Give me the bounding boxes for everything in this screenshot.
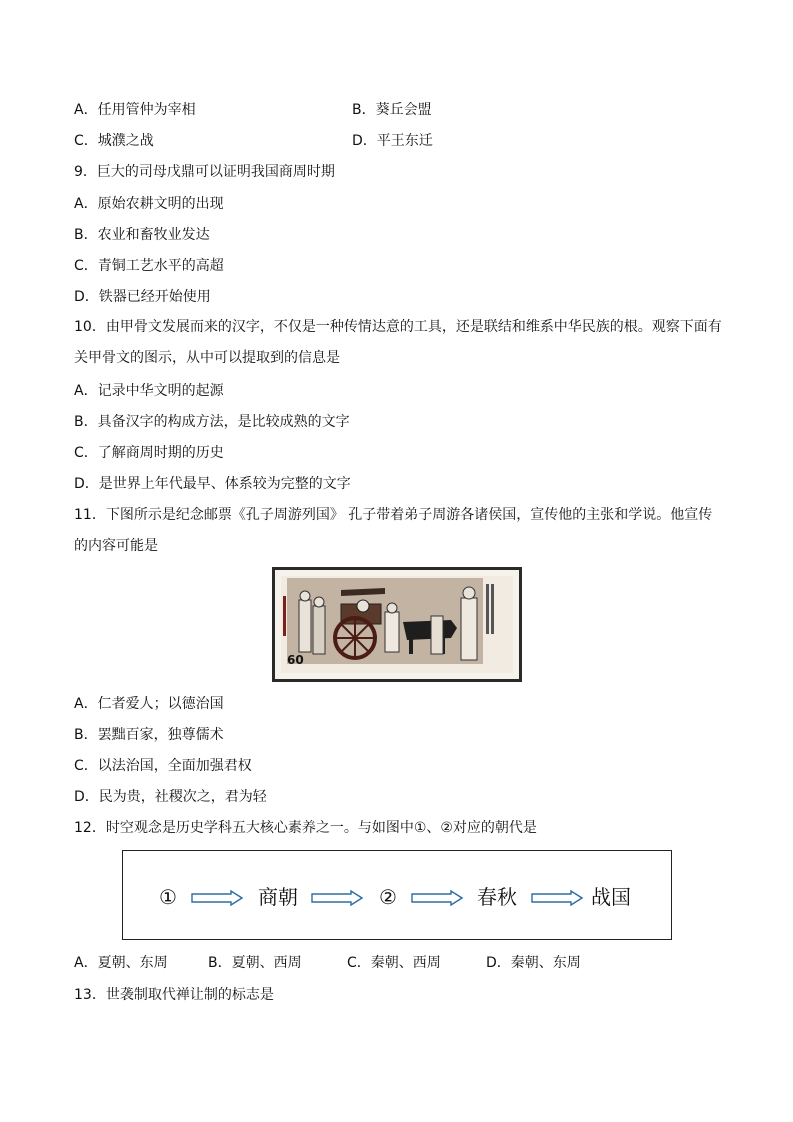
timeline-node-5: 战国 (591, 885, 631, 909)
q10-option-d: D．是世界上年代最早、体系较为完整的文字 (74, 476, 351, 492)
q9-stem: 9．巨大的司母戊鼎可以证明我国商周时期 (74, 164, 335, 180)
q8-option-b: B．葵丘会盟 (352, 102, 432, 118)
timeline-node-4: 春秋 (477, 885, 517, 909)
q9-option-d: D．铁器已经开始使用 (74, 289, 211, 305)
q11-stem: 11．下图所示是纪念邮票《孔子周游列国》 孔子带着弟子周游各诸侯国，宣传他的主张和学说。他宣传的内容可能是 (74, 507, 713, 554)
q10-option-c: C．了解商周时期的历史 (74, 445, 224, 461)
q9-option-b: B．农业和畜牧业发达 (74, 227, 210, 243)
q11-option-a: A．仁者爱人；以德治国 (74, 696, 224, 712)
dynasty-timeline-diagram (122, 850, 672, 940)
timeline-node-2: 商朝 (258, 885, 298, 909)
timeline-node-3: ② (379, 885, 397, 909)
q8-option-d: D．平王东迁 (352, 133, 433, 149)
q9-option-c: C．青铜工艺水平的高超 (74, 258, 224, 274)
q12-option-d: D．秦朝、东周 (486, 955, 581, 971)
q13-stem: 13．世袭制取代禅让制的标志是 (74, 987, 274, 1003)
q10-option-a: A．记录中华文明的起源 (74, 383, 224, 399)
right-arrow-icon (191, 890, 243, 906)
q12-stem: 12．时空观念是历史学科五大核心素养之一。与如图中①、②对应的朝代是 (74, 820, 537, 836)
q12-option-c: C．秦朝、西周 (347, 955, 441, 971)
q8-option-c: C．城濮之战 (74, 133, 154, 149)
q8-option-a: A．任用管仲为宰相 (74, 102, 196, 118)
stamp-value: 60 (287, 653, 304, 667)
q12-option-a: A．夏朝、东周 (74, 955, 168, 971)
right-arrow-icon (311, 890, 363, 906)
q11-option-b: B．罢黜百家，独尊儒术 (74, 727, 224, 743)
q10-option-b: B．具备汉字的构成方法，是比较成熟的文字 (74, 414, 350, 430)
q12-option-b: B．夏朝、西周 (208, 955, 302, 971)
confucius-stamp-image (272, 567, 522, 682)
q10-stem: 10．由甲骨文发展而来的汉字，不仅是一种传情达意的工具，还是联结和维系中华民族的根。观察下面有关甲骨文的图示，从中可以提取到的信息是 (74, 319, 722, 366)
stamp-illustration (281, 576, 507, 673)
timeline-node-1: ① (159, 885, 177, 909)
q9-option-a: A．原始农耕文明的出现 (74, 196, 224, 212)
right-arrow-icon (531, 890, 583, 906)
q11-option-d: D．民为贵，社稷次之，君为轻 (74, 789, 267, 805)
right-arrow-icon (411, 890, 463, 906)
q11-option-c: C．以法治国，全面加强君权 (74, 758, 252, 774)
